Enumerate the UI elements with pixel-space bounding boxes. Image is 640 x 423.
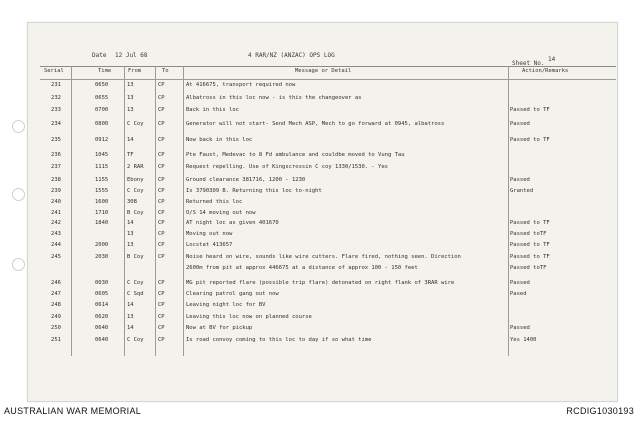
from-cell: 14 bbox=[127, 302, 134, 308]
to-cell: CP bbox=[158, 280, 165, 286]
to-cell: CP bbox=[158, 254, 165, 260]
col-action-header: Action/Remarks bbox=[522, 68, 569, 74]
table-row bbox=[40, 265, 616, 277]
punch-hole bbox=[12, 120, 25, 133]
table-row bbox=[40, 302, 616, 314]
to-cell: CP bbox=[158, 242, 165, 248]
table-row bbox=[40, 95, 616, 107]
from-cell: C Coy bbox=[127, 121, 144, 127]
from-cell: 14 bbox=[127, 137, 134, 143]
from-cell: 13 bbox=[127, 95, 134, 101]
message-cell: Now back in this loc bbox=[186, 137, 253, 143]
from-cell: 30B bbox=[127, 199, 137, 205]
col-serial-header: Serial bbox=[44, 68, 64, 74]
time-cell: 1045 bbox=[95, 152, 109, 158]
message-cell: Locstat 413657 bbox=[186, 242, 233, 248]
time-cell: 1115 bbox=[95, 164, 109, 170]
from-cell: 14 bbox=[127, 325, 134, 331]
to-cell: CP bbox=[158, 121, 165, 127]
table-row bbox=[40, 152, 616, 164]
to-cell: CP bbox=[158, 231, 165, 237]
punch-hole bbox=[12, 188, 25, 201]
message-cell: MG pit reported flare (possible trip flare) detonated on right flank of 3RAR wire bbox=[186, 280, 455, 286]
header-divider bbox=[40, 79, 616, 80]
time-cell: 2000 bbox=[95, 242, 109, 248]
serial-cell: 246 bbox=[51, 280, 61, 286]
serial-cell: 247 bbox=[51, 291, 61, 297]
time-cell: 0614 bbox=[95, 302, 109, 308]
to-cell: CP bbox=[158, 314, 165, 320]
message-cell: 2600m from pit at approx 446675 at a distance of approx 100 - 150 feet bbox=[186, 265, 418, 271]
to-cell: CP bbox=[158, 220, 165, 226]
serial-cell: 238 bbox=[51, 177, 61, 183]
time-cell: 0700 bbox=[95, 107, 109, 113]
date-value: 12 Jul 68 bbox=[115, 52, 148, 59]
message-cell: Request repelling. Use of Kingscrossin C coy 1330/1530. - Yes bbox=[186, 164, 388, 170]
message-cell: Leaving this loc now on planned course bbox=[186, 314, 312, 320]
table-row bbox=[40, 242, 616, 254]
from-cell: C Coy bbox=[127, 188, 144, 194]
to-cell: CP bbox=[158, 291, 165, 297]
serial-cell: 249 bbox=[51, 314, 61, 320]
from-cell: 13 bbox=[127, 242, 134, 248]
message-cell: Ground clearance 381716, 1200 - 1230 bbox=[186, 177, 306, 183]
to-cell: CP bbox=[158, 95, 165, 101]
archive-reference: RCDIG1030193 bbox=[566, 406, 634, 416]
table-row bbox=[40, 325, 616, 337]
serial-cell: 235 bbox=[51, 137, 61, 143]
to-cell: CP bbox=[158, 302, 165, 308]
from-cell: C Coy bbox=[127, 280, 144, 286]
table-row bbox=[40, 337, 616, 349]
serial-cell: 234 bbox=[51, 121, 61, 127]
time-cell: 1155 bbox=[95, 177, 109, 183]
action-cell: Yes 1400 bbox=[510, 337, 537, 343]
message-cell: AT night loc as given 401670 bbox=[186, 220, 279, 226]
to-cell: CP bbox=[158, 188, 165, 194]
serial-cell: 244 bbox=[51, 242, 61, 248]
punch-hole bbox=[12, 258, 25, 271]
table-row bbox=[40, 121, 616, 133]
time-cell: 0640 bbox=[95, 325, 109, 331]
to-cell: CP bbox=[158, 107, 165, 113]
action-cell: Passed bbox=[510, 121, 530, 127]
message-cell: Is 3790309 B. Returning this loc to-night bbox=[186, 188, 322, 194]
from-cell: 2 RAR bbox=[127, 164, 144, 170]
serial-cell: 231 bbox=[51, 82, 61, 88]
time-cell: 1555 bbox=[95, 188, 109, 194]
serial-cell: 243 bbox=[51, 231, 61, 237]
time-cell: 0640 bbox=[95, 337, 109, 343]
serial-cell: 241 bbox=[51, 210, 61, 216]
time-cell: 1710 bbox=[95, 210, 109, 216]
col-to-header: To bbox=[162, 68, 169, 74]
action-cell: Passed to TF bbox=[510, 137, 550, 143]
col-time-header: Time bbox=[98, 68, 112, 74]
to-cell: CP bbox=[158, 177, 165, 183]
time-cell: 0655 bbox=[95, 95, 109, 101]
message-cell: Noise heard on wire, sounds like wire cutters. Flare fired, nothing seen. Direction bbox=[186, 254, 461, 260]
action-cell: Passed bbox=[510, 325, 530, 331]
table-row bbox=[40, 107, 616, 119]
from-cell: 13 bbox=[127, 231, 134, 237]
to-cell: CP bbox=[158, 82, 165, 88]
serial-cell: 245 bbox=[51, 254, 61, 260]
message-cell: Moving out now bbox=[186, 231, 233, 237]
action-cell: Passed to TF bbox=[510, 107, 550, 113]
serial-cell: 239 bbox=[51, 188, 61, 194]
message-cell: Clearing patrol gang out now bbox=[186, 291, 279, 297]
message-cell: Returned this loc bbox=[186, 199, 243, 205]
to-cell: CP bbox=[158, 199, 165, 205]
action-cell: Passed to TF bbox=[510, 242, 550, 248]
serial-cell: 236 bbox=[51, 152, 61, 158]
action-cell: Granted bbox=[510, 188, 534, 194]
message-cell: Pte Faust, Medevac to 8 Fd ambulance and couldbe moved to Vung Tau bbox=[186, 152, 405, 158]
action-cell: Passed toTF bbox=[510, 231, 547, 237]
message-cell: Now at BV for pickup bbox=[186, 325, 253, 331]
serial-cell: 250 bbox=[51, 325, 61, 331]
from-cell: 13 bbox=[127, 314, 134, 320]
table-row bbox=[40, 82, 616, 94]
time-cell: 0650 bbox=[95, 82, 109, 88]
table-row bbox=[40, 164, 616, 176]
action-cell: Passed bbox=[510, 177, 530, 183]
time-cell: 0605 bbox=[95, 291, 109, 297]
from-cell: Ebony bbox=[127, 177, 144, 183]
to-cell: CP bbox=[158, 325, 165, 331]
time-cell: 0030 bbox=[95, 280, 109, 286]
to-cell: CP bbox=[158, 137, 165, 143]
message-cell: Generator will not start- Send Mech ASP, Mech to go forward at 0945, albatross bbox=[186, 121, 445, 127]
log-title: 4 RAR/NZ (ANZAC) OPS LOG bbox=[248, 52, 335, 59]
serial-cell: 251 bbox=[51, 337, 61, 343]
time-cell: 0620 bbox=[95, 314, 109, 320]
sheet-value: 14 bbox=[548, 56, 556, 63]
serial-cell: 242 bbox=[51, 220, 61, 226]
time-cell: 0912 bbox=[95, 137, 109, 143]
from-cell: 14 bbox=[127, 220, 134, 226]
to-cell: CP bbox=[158, 210, 165, 216]
serial-cell: 240 bbox=[51, 199, 61, 205]
col-message-header: Message or Detail bbox=[295, 68, 352, 74]
col-from-header: From bbox=[128, 68, 142, 74]
time-cell: 2030 bbox=[95, 254, 109, 260]
action-cell: Passed to TF bbox=[510, 220, 550, 226]
table-row bbox=[40, 137, 616, 149]
message-cell: Leaving night loc for BV bbox=[186, 302, 266, 308]
message-cell: O/S 14 moving out now bbox=[186, 210, 256, 216]
to-cell: CP bbox=[158, 337, 165, 343]
from-cell: 13 bbox=[127, 107, 134, 113]
from-cell: B Coy bbox=[127, 210, 144, 216]
from-cell: B Coy bbox=[127, 254, 144, 260]
to-cell: CP bbox=[158, 152, 165, 158]
action-cell: Passed toTF bbox=[510, 265, 547, 271]
from-cell: 13 bbox=[127, 82, 134, 88]
time-cell: 0800 bbox=[95, 121, 109, 127]
message-cell: At 416675, transport required now bbox=[186, 82, 296, 88]
serial-cell: 233 bbox=[51, 107, 61, 113]
serial-cell: 248 bbox=[51, 302, 61, 308]
time-cell: 1840 bbox=[95, 220, 109, 226]
sheet-label: Sheet No. bbox=[512, 60, 545, 67]
message-cell: Is road convoy coming to this loc to day if so what time bbox=[186, 337, 372, 343]
message-cell: Albatross in this loc now - is this the changeover as bbox=[186, 95, 362, 101]
to-cell: CP bbox=[158, 164, 165, 170]
serial-cell: 232 bbox=[51, 95, 61, 101]
time-cell: 1600 bbox=[95, 199, 109, 205]
from-cell: C Sqd bbox=[127, 291, 144, 297]
serial-cell: 237 bbox=[51, 164, 61, 170]
action-cell: Pased bbox=[510, 291, 527, 297]
from-cell: TF bbox=[127, 152, 134, 158]
date-label: Date bbox=[92, 52, 107, 59]
action-cell: Passed to TF bbox=[510, 254, 550, 260]
archive-credit: AUSTRALIAN WAR MEMORIAL bbox=[4, 406, 142, 416]
from-cell: C Coy bbox=[127, 337, 144, 343]
message-cell: Back in this loc bbox=[186, 107, 239, 113]
action-cell: Passed bbox=[510, 280, 530, 286]
